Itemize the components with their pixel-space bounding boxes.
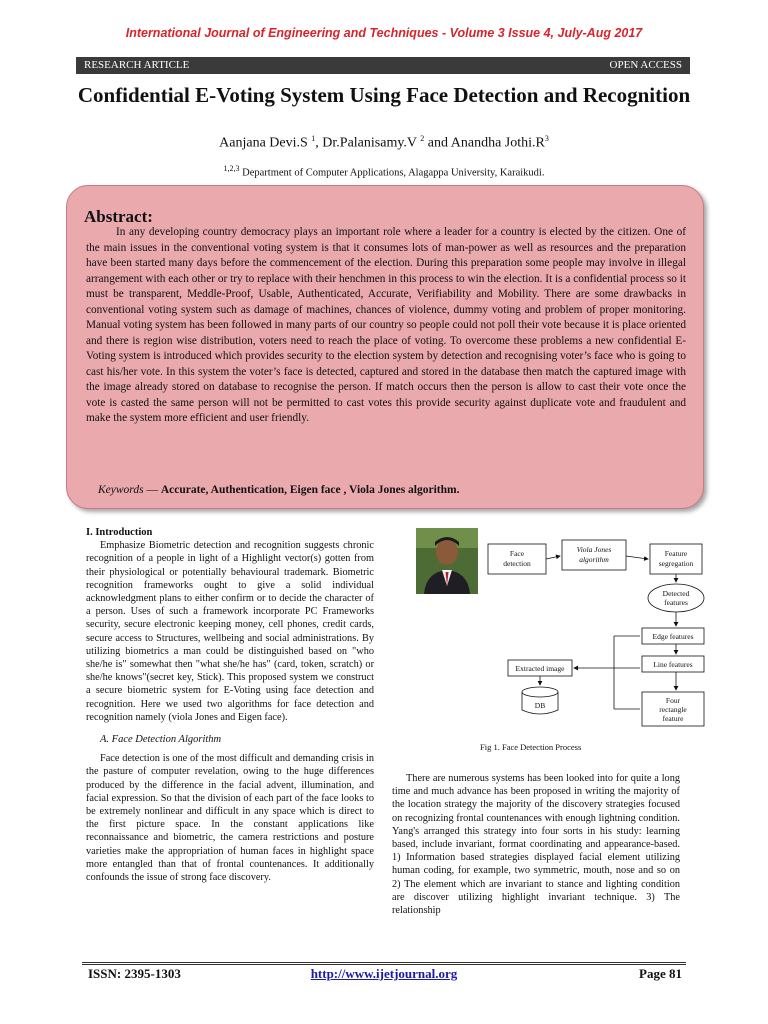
label-db: DB bbox=[534, 701, 546, 710]
footer-rule bbox=[82, 962, 686, 963]
label-viola-2: algorithm bbox=[579, 555, 609, 564]
author-1-sup: 1 bbox=[311, 134, 316, 143]
keywords-dash: — bbox=[143, 484, 161, 496]
issn: ISSN: 2395-1303 bbox=[88, 966, 181, 981]
research-article-label: RESEARCH ARTICLE bbox=[84, 59, 190, 71]
keywords-label: Keywords bbox=[98, 484, 144, 496]
right-paragraph: There are numerous systems has been looked into for quite a long time and much advance has been proposed in writing the majority of the location strategy the majority of the discovery strategies focused on recognizing frontal countenances with enough lightning condition. Yang's arranged this strategy into four sorts in his study: learning based, include invariant, format coordinating and appearance-based. 1) Information based strategies displayed facial element utilizing human coding, for example, two symmetric, mouth, nose and so on 2) The element which are invariant to stance and lighting condition are discover utilizing highlight invariant technique. 3) The relationship bbox=[392, 773, 680, 917]
intro-heading: I. Introduction bbox=[86, 527, 153, 538]
label-feature-1: Feature bbox=[664, 549, 688, 558]
label-four-2: rectangle bbox=[659, 705, 687, 714]
dept-sup: 1,2,3 bbox=[223, 164, 240, 173]
keywords-values: Accurate, Authentication, Eigen face , Viola Jones algorithm. bbox=[160, 484, 460, 496]
label-four-3: feature bbox=[662, 714, 684, 723]
face-detection-heading: A. Face Detection Algorithm bbox=[100, 734, 222, 746]
author-2-sup: 2 bbox=[420, 134, 425, 143]
label-face-2: detection bbox=[503, 559, 531, 568]
journal-link[interactable]: http://www.ijetjournal.org bbox=[310, 966, 458, 981]
figure-caption: Fig 1. Face Detection Process bbox=[480, 742, 582, 752]
label-detected-1: Detected bbox=[662, 589, 690, 598]
label-viola-1: Viola Jones bbox=[576, 545, 612, 554]
author-1: Aanjana Devi.S bbox=[219, 135, 308, 151]
label-four-1: Four bbox=[665, 696, 681, 705]
abstract-heading: Abstract: bbox=[84, 207, 153, 226]
journal-header: International Journal of Engineering and Techniques - Volume 3 Issue 4, July-Aug 2017 bbox=[125, 26, 643, 40]
author-sep-1: , bbox=[315, 135, 323, 151]
face-detection-paragraph: Face detection is one of the most difficult and demanding crisis in the pasture of computer revelation, owing to the huge differences produced by the difference in the facial advent, illumination, and facial expression. So that the division of each part of the face looks to be extremely nonlinear and difficult in any space which is direct to the first picture space. In the constant applications like reconnaissance and biometric, the camera restrictions and posture varieties make the appropriation of human faces in highlight space more entangled than that of frontal countenances. It additionally confounds the issue of strong face discovery. bbox=[86, 753, 374, 884]
footer-rule-2 bbox=[82, 964, 686, 965]
label-face-1: Face bbox=[509, 549, 525, 558]
page-number: Page 81 bbox=[639, 966, 682, 981]
right-column bbox=[392, 772, 680, 917]
department-line bbox=[0, 164, 768, 179]
label-extracted: Extracted image bbox=[515, 664, 565, 673]
open-access-label: OPEN ACCESS bbox=[609, 59, 682, 71]
intro-paragraph: Emphasize Biometric detection and recognition suggests chronic recognition of a people in light of a Highlight vector(s) gotten from their physiological or potentially behavioural trademark. Biometric recognition frameworks ought to give a solid individual acknowledgment plans to either confirm or to decide the character of a person. Uses of such a framework incorporate PC Frameworks security, secure electronic keeping money, cell phones, credit cards, secure access to Structures, wellbeing and social administrations. By utilizing biometrics a man could be distinguished based on "who she/he is" somewhat then "what she/he has" (card, token, scratch) or she/he knows"(secret key, Stick). This proposed system we construct a secure biometric system for E-Voting using face detection and recognition. Here we used two algorithms for face detection and recognition namely (viola Jones and Eigen face). bbox=[86, 540, 374, 723]
authors-line bbox=[0, 134, 768, 152]
label-feature-2: segregation bbox=[658, 559, 694, 568]
left-column bbox=[86, 526, 374, 884]
label-detected-2: features bbox=[664, 598, 688, 607]
dept-text: Department of Computer Applications, Alagappa University, Karaikudi. bbox=[239, 167, 545, 179]
face-detection-diagram bbox=[414, 528, 710, 764]
author-sep-2: and bbox=[424, 135, 451, 151]
author-3-sup: 3 bbox=[544, 134, 549, 143]
abstract-text: In any developing country democracy plays an important role where a leader for a country is elected by the citizen. One of the main issues in the conventional voting system is that it consumes lots of man-power as well as resources and the preparation have been started many days before the commencement of the election. During this preparation some people may involve in illegal arrangement with each other or try to replace with their henchmen in this process to win the election. It is a confidential process so it must be transparent, Meddle-Proof, Usable, Authenticated, Accurate, Verifiability and Mobility. There are some drawbacks in conventional voting system such as damage of machines, chances of violence, dummy voting and problem of proper monitoring. Manual voting system has been followed in many parts of our country so people could not poll their vote because it is place oriented and there is region wise distribution, voters need to reach the place of voting. To overcome these problems a new confidential E-Voting system is introduced which provides security to the election system by detection and recognising voter’s face who is going to cast his/her vote. In this system the voter’s face is detected, captured and stored in the database then match the captured image with the image already stored on database to recognise the person. If match occurs then the person is allow to cast their vote once the vote is casted the same person will not be permitted to cast votes this provide security against duplicate vote and fraudulent and make the system more efficient and user friendly. bbox=[86, 226, 686, 424]
label-edge: Edge features bbox=[652, 632, 694, 641]
article-type-band bbox=[76, 57, 690, 74]
paper-title: Confidential E-Voting System Using Face Detection and Recognition bbox=[77, 83, 691, 107]
label-line: Line features bbox=[653, 660, 693, 669]
author-3: Anandha Jothi.R bbox=[450, 135, 545, 151]
keywords-line bbox=[98, 484, 459, 496]
author-2: Dr.Palanisamy.V bbox=[322, 135, 417, 151]
